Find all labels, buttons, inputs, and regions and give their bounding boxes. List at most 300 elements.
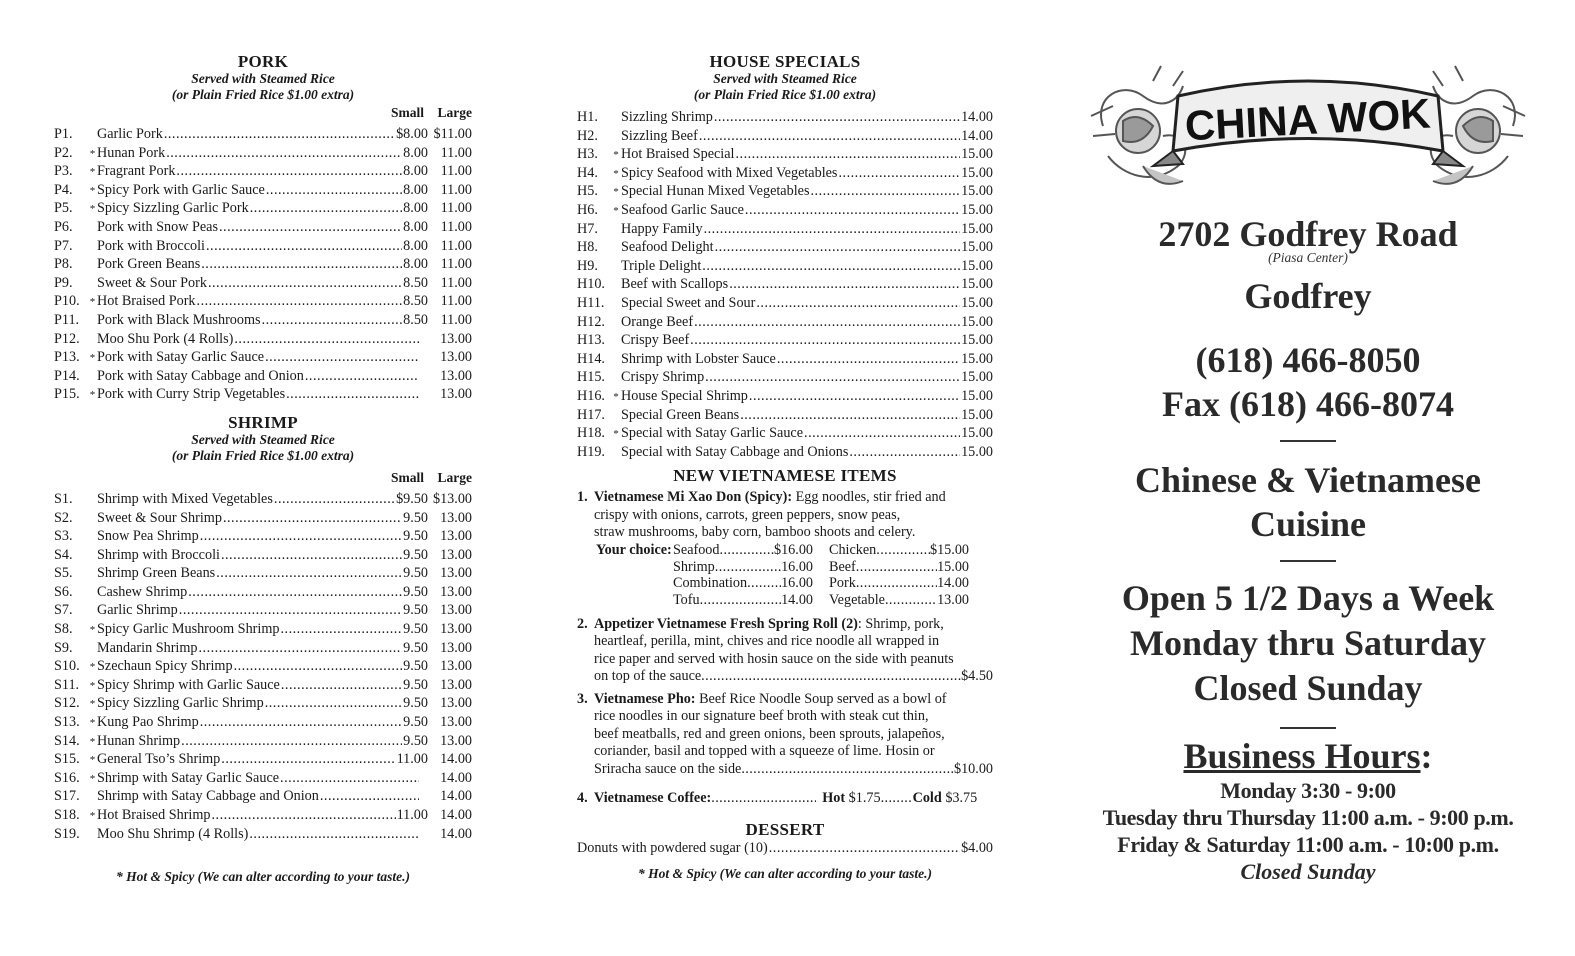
item-name: General Tso’s Shrimp — [97, 751, 221, 768]
menu-item — [54, 311, 472, 330]
spicy-footnote: * Hot & Spicy (We can alter according to your taste.) — [115, 869, 411, 885]
menu-item — [54, 527, 472, 546]
small-label: Small — [390, 105, 424, 120]
menu-item — [577, 331, 993, 350]
menu-item — [577, 108, 993, 127]
leader-dots — [200, 713, 402, 732]
spicy-star-icon: * — [89, 810, 96, 822]
price-small: 9.50 — [403, 565, 428, 582]
price-large: 13.00 — [440, 565, 472, 582]
leader-dots — [694, 313, 960, 332]
item-number: S14. — [54, 732, 80, 749]
menu-item — [54, 144, 472, 163]
price-small: 8.50 — [403, 293, 428, 310]
choice-option: Seafood ..... $16.00 — [673, 542, 813, 559]
shrimp-size-header — [54, 470, 472, 486]
spicy-star-icon: * — [89, 389, 96, 402]
item-name: Pork Green Beans — [97, 256, 201, 273]
price-small: 9.50 — [403, 509, 428, 526]
spicy-star-icon: * — [613, 204, 619, 217]
house-subtitle: Served with Steamed Rice — [713, 71, 857, 86]
open-line-3: Closed Sunday — [1193, 668, 1423, 708]
leader-dots — [164, 125, 395, 144]
menu-item — [577, 127, 993, 146]
item-name: Seafood Delight — [621, 239, 714, 256]
leader-dots — [212, 806, 396, 825]
menu-item — [54, 490, 472, 509]
price: 15.00 — [961, 425, 993, 442]
leader-dots — [201, 255, 402, 274]
price: 15.00 — [961, 164, 993, 181]
item-number: P15. — [54, 386, 80, 403]
leader-dots — [702, 257, 960, 276]
item-number: P6. — [54, 218, 73, 235]
leader-dots — [735, 145, 960, 164]
item-number: H13. — [577, 332, 605, 349]
shrimp-subtitle-note: (or Plain Fried Rice $1.00 extra) — [171, 447, 355, 463]
viet-title: NEW VIETNAMESE ITEMS — [673, 466, 897, 486]
item-name: Shrimp with Satay Cabbage and Onion — [97, 788, 319, 805]
menu-item — [54, 750, 472, 769]
leader-dots — [810, 182, 960, 201]
item-name: Garlic Shrimp — [97, 602, 178, 619]
open-line-1: Open 5 1/2 Days a Week — [1121, 578, 1495, 618]
price-large: 11.00 — [440, 144, 472, 161]
left-dragon-icon — [1091, 66, 1185, 184]
item-name: Hot Braised Special — [621, 146, 735, 163]
house-subtitle-note: (or Plain Fried Rice $1.00 extra) — [693, 87, 877, 102]
item-name: Spicy Sizzling Garlic Pork — [97, 200, 249, 217]
price-small: 9.50 — [403, 602, 428, 619]
leader-dots — [274, 490, 395, 509]
item-number: P12. — [54, 330, 80, 347]
city: Godfrey — [1244, 276, 1372, 316]
leader-dots — [305, 367, 419, 386]
choice-option: Tofu ..... 14.00 — [673, 592, 813, 609]
price: 15.00 — [961, 239, 993, 256]
item-number: P13. — [54, 349, 80, 366]
price-small: 9.50 — [403, 695, 428, 712]
price-small: 9.50 — [403, 583, 428, 600]
hours-closed: Closed Sunday — [1240, 859, 1376, 884]
item-name: Orange Beef — [621, 313, 694, 330]
leader-dots — [714, 108, 960, 127]
item-number: P3. — [54, 163, 73, 180]
house-title: HOUSE SPECIALS — [709, 52, 861, 71]
item-number: S5. — [54, 565, 73, 582]
address: 2702 Godfrey Road — [1158, 214, 1458, 254]
menu-item — [54, 639, 472, 658]
price-small: 9.50 — [403, 676, 428, 693]
price: 15.00 — [961, 146, 993, 163]
leader-dots — [223, 509, 402, 528]
price-large: 13.00 — [440, 528, 472, 545]
item-name: Sweet & Sour Shrimp — [97, 509, 222, 526]
open-line-2: Monday thru Saturday — [1129, 623, 1487, 663]
item-name: Pork with Broccoli — [97, 237, 205, 254]
item-name: Crispy Shrimp — [621, 369, 705, 386]
viet-item-name: Appetizer Vietnamese Fresh Spring Roll (2) — [594, 615, 858, 632]
leader-dots — [219, 218, 402, 237]
item-number: H1. — [577, 109, 598, 125]
price: 15.00 — [961, 257, 993, 274]
leader-dots — [705, 368, 960, 387]
price-large: 11.00 — [440, 218, 472, 235]
leader-dots — [206, 237, 402, 256]
leader-dots — [265, 348, 419, 367]
item-name: Shrimp with Satay Garlic Sauce — [97, 769, 280, 786]
choice-option: Vegetable ..... 13.00 — [829, 592, 969, 609]
item-number: H10. — [577, 276, 605, 293]
spicy-star-icon: * — [89, 735, 96, 748]
menu-item — [577, 350, 993, 369]
spicy-star-icon: * — [613, 149, 619, 162]
price: 14.00 — [961, 109, 993, 125]
price-large: 11.00 — [440, 311, 472, 328]
item-name: Pork with Curry Strip Vegetables — [97, 386, 286, 403]
price: 15.00 — [961, 276, 993, 293]
viet-item-4: 4. Vietnamese Coffee: ..... Hot $1.75 ..... Cold $3.75 — [577, 790, 993, 808]
spicy-star-icon: * — [89, 352, 96, 365]
left-column — [54, 0, 472, 885]
item-name: Shrimp Green Beans — [97, 565, 216, 582]
menu-item — [54, 713, 472, 732]
item-name: Pork with Satay Garlic Sauce — [97, 349, 265, 366]
menu-item — [54, 385, 472, 404]
leader-dots — [281, 676, 402, 695]
price-small: 8.00 — [403, 237, 428, 254]
menu-item — [577, 201, 993, 220]
item-number: P1. — [54, 126, 73, 142]
viet-item-name: Vietnamese Coffee: — [594, 790, 712, 807]
price-small: 8.00 — [403, 218, 428, 235]
menu-item — [54, 199, 472, 218]
menu-item — [54, 546, 472, 565]
item-name: Hunan Pork — [97, 144, 166, 161]
leader-dots — [208, 274, 402, 293]
item-number: H15. — [577, 369, 605, 386]
menu-item — [54, 806, 472, 825]
item-number: S19. — [54, 825, 80, 842]
leader-dots — [221, 546, 402, 565]
price-small: 8.00 — [403, 144, 428, 161]
spicy-star-icon: * — [613, 390, 619, 403]
menu-item — [577, 257, 993, 276]
item-number: H8. — [577, 239, 598, 256]
viet-item-1: 1. Vietnamese Mi Xao Don (Spicy): Egg noodles, stir fried and crispy with onions, carrots, green peppers, snow peas, straw mushrooms, baby corn, bamboo shoots and celery. — [577, 489, 946, 541]
item-name: Hot Braised Pork — [97, 293, 196, 310]
leader-dots — [166, 144, 402, 163]
item-number: P8. — [54, 256, 73, 273]
item-number: P10. — [54, 293, 80, 310]
cuisine-line-2: Cuisine — [1249, 504, 1367, 544]
item-name: Pork with Snow Peas — [97, 218, 218, 235]
viet-price: $4.50 — [961, 668, 993, 685]
choice-label: Your choice: — [596, 541, 672, 558]
item-number: S11. — [54, 676, 80, 693]
hours-monday: Monday 3:30 - 9:00 — [1220, 778, 1396, 803]
price-large: 14.00 — [440, 825, 472, 842]
spicy-star-icon: * — [89, 754, 96, 767]
leader-dots — [804, 424, 960, 443]
item-name: Pork with Black Mushrooms — [97, 311, 261, 328]
price-small: 11.00 — [396, 751, 428, 768]
item-name: Shrimp with Broccoli — [97, 546, 220, 563]
price-small: 11.00 — [396, 807, 428, 823]
menu-item — [54, 274, 472, 293]
item-name: Hot Braised Shrimp — [97, 807, 211, 823]
item-name: Spicy Pork with Garlic Sauce — [97, 181, 265, 198]
price-large: 13.00 — [440, 714, 472, 731]
item-name: Sizzling Beef — [621, 127, 698, 144]
item-number: H6. — [577, 201, 598, 218]
item-name: House Special Shrimp — [621, 387, 748, 404]
item-number: H14. — [577, 350, 605, 367]
leader-dots — [690, 331, 960, 350]
menu-item — [54, 255, 472, 274]
leader-dots — [715, 238, 960, 257]
menu-item — [54, 348, 472, 367]
item-number: S6. — [54, 583, 73, 600]
large-label: Large — [437, 469, 472, 485]
menu-item — [54, 237, 472, 256]
choice-option: Beef ..... 15.00 — [829, 559, 969, 576]
item-number: P4. — [54, 181, 73, 198]
item-number: H19. — [577, 443, 605, 460]
leader-dots — [188, 583, 402, 602]
item-number: S2. — [54, 509, 73, 526]
item-number: S13. — [54, 714, 80, 731]
item-name: Shrimp with Lobster Sauce — [621, 350, 776, 367]
item-number: H9. — [577, 257, 598, 274]
price: 15.00 — [961, 387, 993, 404]
item-number: H11. — [577, 294, 605, 311]
price: 15.00 — [961, 350, 993, 367]
item-name: Hunan Shrimp — [97, 732, 181, 749]
menu-item — [54, 218, 472, 237]
item-name: Spicy Shrimp with Garlic Sauce — [97, 676, 280, 693]
dessert-title: DESSERT — [745, 819, 825, 839]
price-large: 14.00 — [440, 788, 472, 805]
item-number: H18. — [577, 425, 605, 442]
price-small: 9.50 — [403, 546, 428, 563]
item-name: Szechaun Spicy Shrimp — [97, 658, 233, 675]
viet-items — [577, 489, 993, 808]
menu-item — [577, 164, 993, 183]
dessert-item: Donuts with powdered sugar (10) ..... $4.00 — [577, 839, 993, 858]
pork-subtitle-note: (or Plain Fried Rice $1.00 extra) — [171, 87, 355, 102]
leader-dots — [849, 443, 960, 462]
item-number: P14. — [54, 367, 80, 384]
menu-item — [577, 424, 993, 443]
price-large: 13.00 — [440, 583, 472, 600]
item-number: P9. — [54, 274, 73, 291]
center-name: (Piasa Center) — [1268, 250, 1348, 265]
item-number: H2. — [577, 127, 598, 144]
leader-dots — [200, 527, 402, 546]
menu-item — [577, 406, 993, 425]
item-number: H3. — [577, 146, 598, 163]
item-name: Fragrant Pork — [97, 163, 176, 180]
price-large: 11.00 — [440, 256, 472, 273]
item-number: P11. — [54, 311, 80, 328]
price-large: 13.00 — [440, 602, 472, 619]
item-name: Shrimp with Mixed Vegetables — [97, 490, 273, 507]
price-large: 13.00 — [440, 658, 472, 675]
item-number: P2. — [54, 144, 73, 161]
price-small: $8.00 — [396, 126, 428, 142]
viet-item-2: 2. Appetizer Vietnamese Fresh Spring Roll (2): Shrimp, pork, heartleaf, perilla, mint, chives and rice noodle all wrapped in rice paper and served with hosin sauce on the side with peanuts on top of the sauce ..... $4.50 — [577, 616, 993, 686]
item-number: S8. — [54, 621, 73, 638]
item-name: Garlic Pork — [97, 126, 163, 142]
item-number: H4. — [577, 164, 598, 181]
menu-item — [54, 620, 472, 639]
leader-dots — [181, 732, 402, 751]
price-large: 14.00 — [440, 769, 472, 786]
item-name: Special with Satay Cabbage and Onions — [621, 443, 849, 460]
leader-dots — [197, 292, 403, 311]
menu-item — [54, 769, 472, 788]
leader-dots — [249, 825, 419, 844]
price-large: 13.00 — [440, 676, 472, 693]
spicy-star-icon: * — [89, 698, 96, 711]
price-large: 11.00 — [440, 293, 472, 310]
price-small: 9.50 — [403, 639, 428, 656]
leader-dots — [262, 311, 403, 330]
leader-dots — [234, 330, 419, 349]
pork-title: PORK — [237, 52, 289, 71]
item-name: Special with Satay Garlic Sauce — [621, 425, 804, 442]
item-name: Spicy Garlic Mushroom Shrimp — [97, 621, 280, 638]
item-number: S4. — [54, 546, 73, 563]
menu-item — [54, 825, 472, 844]
item-number: S7. — [54, 602, 73, 619]
spicy-star-icon: * — [613, 186, 619, 199]
price-large: 11.00 — [440, 200, 472, 217]
menu-item — [577, 182, 993, 201]
leader-dots — [838, 164, 960, 183]
spicy-footnote: * Hot & Spicy (We can alter according to your taste.) — [637, 865, 933, 881]
price-large: 13.00 — [440, 386, 472, 403]
menu-item — [577, 313, 993, 332]
item-number: P7. — [54, 237, 73, 254]
menu-item — [54, 583, 472, 602]
menu-item — [577, 145, 993, 164]
item-number: S18. — [54, 807, 80, 823]
leader-dots — [745, 201, 960, 220]
item-name: Triple Delight — [621, 257, 702, 274]
price-large: 11.00 — [440, 163, 472, 180]
price-small: 8.00 — [403, 163, 428, 180]
hours-tue-thu: Tuesday thru Thursday 11:00 a.m. - 9:00 p.m. — [1102, 805, 1514, 830]
price-large: 14.00 — [440, 807, 472, 823]
item-number: H7. — [577, 220, 598, 237]
pork-subtitle: Served with Steamed Rice — [191, 71, 335, 86]
price-large: 13.00 — [440, 732, 472, 749]
spicy-star-icon: * — [89, 717, 96, 730]
price-small: 9.50 — [403, 658, 428, 675]
leader-dots — [216, 564, 402, 583]
china-wok-logo — [1083, 56, 1533, 198]
menu-item — [577, 238, 993, 257]
menu-item — [54, 694, 472, 713]
price-small: 8.00 — [403, 256, 428, 273]
leader-dots — [729, 275, 960, 294]
price: 15.00 — [961, 406, 993, 423]
item-number: S16. — [54, 769, 80, 786]
leader-dots — [265, 694, 402, 713]
item-number: H12. — [577, 313, 605, 330]
price-small: 9.50 — [403, 528, 428, 545]
price: 15.00 — [961, 294, 993, 311]
leader-dots — [280, 769, 419, 788]
house-list — [577, 108, 993, 461]
price-small: 8.00 — [403, 200, 428, 217]
menu-item — [54, 181, 472, 200]
item-name: Moo Shu Pork (4 Rolls) — [97, 330, 234, 347]
cuisine-line-1: Chinese & Vietnamese — [1135, 460, 1481, 500]
menu-item — [577, 387, 993, 406]
price-small: 8.50 — [403, 274, 428, 291]
leader-dots — [176, 162, 402, 181]
price: 15.00 — [961, 183, 993, 200]
item-number: S12. — [54, 695, 80, 712]
price-small: 9.50 — [403, 732, 428, 749]
shrimp-title: SHRIMP — [228, 412, 298, 432]
spicy-star-icon: * — [613, 428, 619, 441]
large-label: Large — [437, 105, 472, 120]
viet-price: $10.00 — [953, 760, 993, 777]
item-name: Sizzling Shrimp — [621, 109, 713, 125]
price-large: 13.00 — [440, 546, 472, 563]
item-number: P5. — [54, 200, 73, 217]
item-name: Seafood Garlic Sauce — [621, 201, 744, 218]
menu-item — [54, 564, 472, 583]
small-label: Small — [390, 469, 424, 485]
menu-item — [577, 220, 993, 239]
leader-dots — [234, 657, 403, 676]
leader-dots — [749, 387, 960, 406]
spicy-star-icon: * — [89, 661, 96, 674]
viet-choices — [577, 542, 993, 609]
middle-column — [577, 0, 993, 882]
price: 15.00 — [961, 443, 993, 460]
menu-item — [54, 125, 472, 144]
price-large: 13.00 — [440, 349, 472, 366]
leader-dots — [286, 385, 419, 404]
price: 14.00 — [961, 127, 993, 144]
pork-size-header — [54, 105, 472, 121]
pork-list — [54, 125, 472, 404]
logo-text: CHINA WOK — [1183, 89, 1432, 150]
menu-item — [54, 162, 472, 181]
price-large: 13.00 — [440, 695, 472, 712]
item-name: Special Sweet and Sour — [621, 294, 756, 311]
shrimp-subtitle: Served with Steamed Rice — [191, 431, 335, 447]
viet-item-name: Vietnamese Mi Xao Don (Spicy): — [594, 489, 793, 506]
hours-fri-sat: Friday & Saturday 11:00 a.m. - 10:00 p.m. — [1117, 832, 1499, 857]
spicy-star-icon: * — [89, 624, 96, 637]
price: 15.00 — [961, 220, 993, 237]
leader-dots — [320, 787, 419, 806]
menu-item — [577, 443, 993, 462]
item-number: H5. — [577, 183, 598, 200]
leader-dots — [280, 620, 402, 639]
viet-item-name: Vietnamese Pho: — [594, 690, 696, 707]
item-name: Beef with Scallops — [621, 276, 729, 293]
price-small: $9.50 — [396, 490, 428, 507]
leader-dots — [266, 181, 402, 200]
